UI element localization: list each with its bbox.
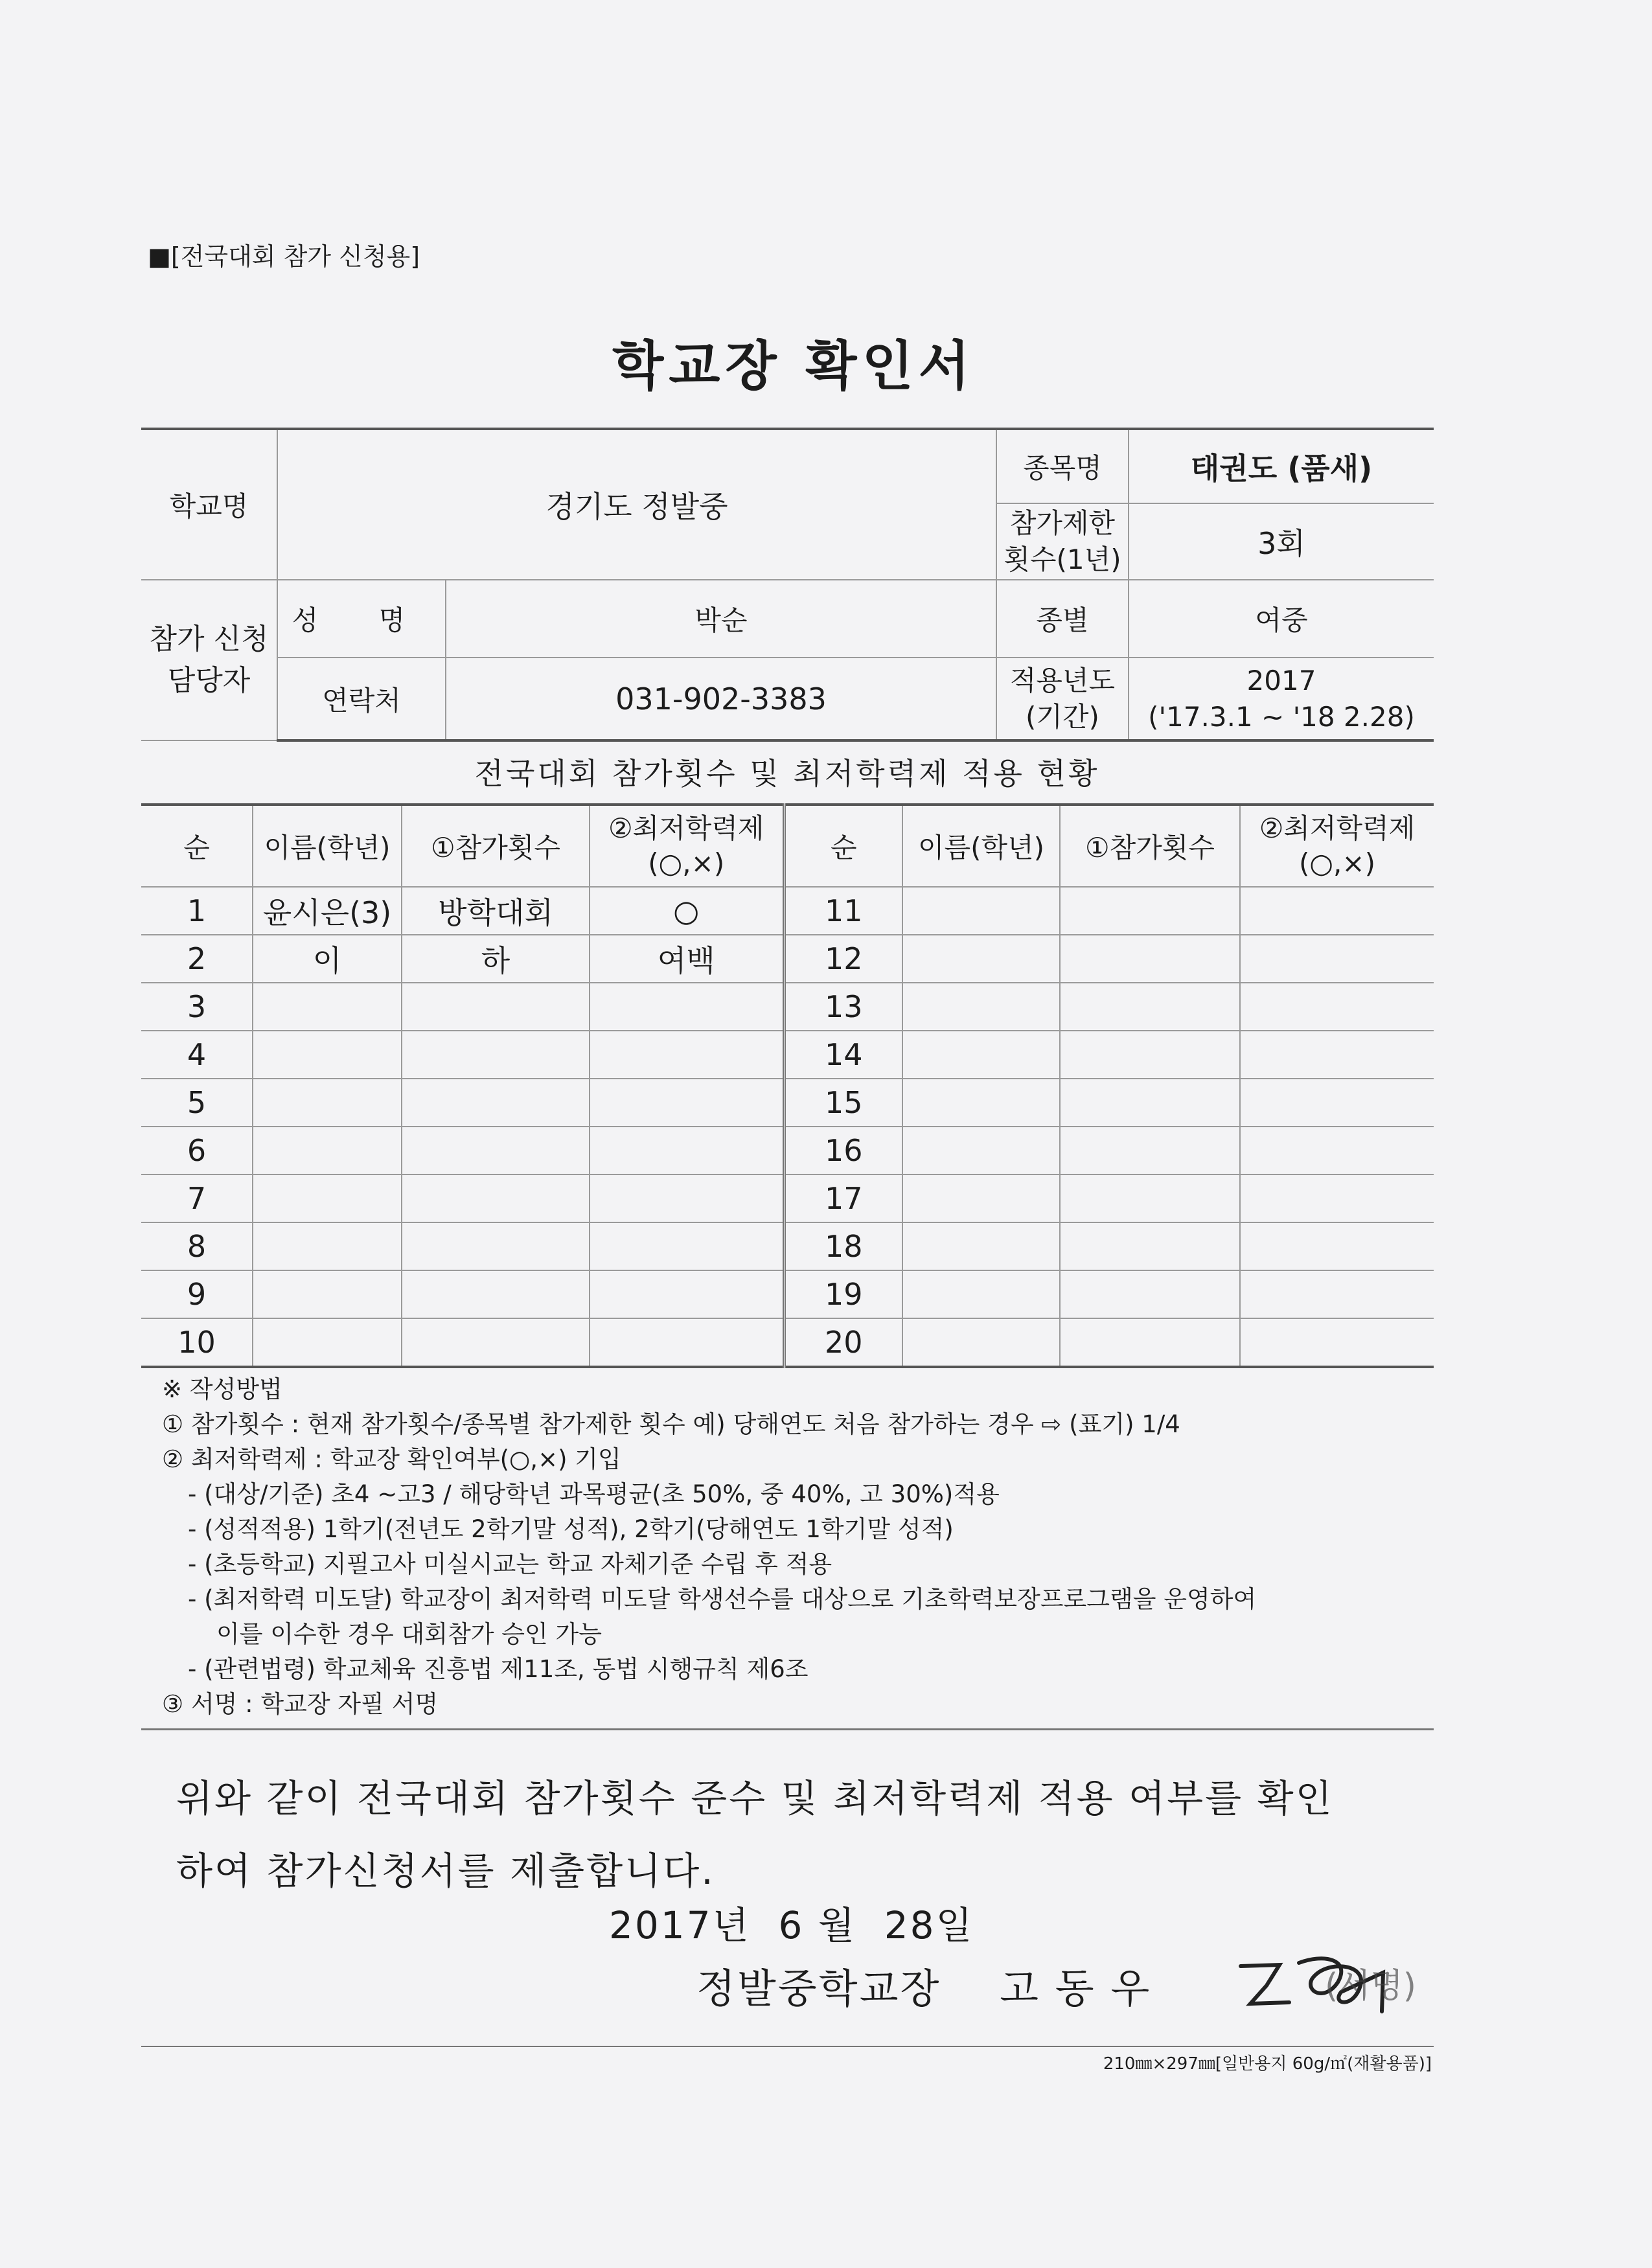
roster-header-cell: 순 [141,805,253,887]
roster-header-cell: 이름(학년) [253,805,402,887]
roster-cell [1240,983,1434,1031]
year-label: 적용년도 (기간) [996,658,1129,740]
year-value [1129,658,1434,740]
instruction-sub-3: - (초등학교) 지필고사 미실시교는 학교 자체기준 수립 후 적용 [188,1550,832,1578]
roster-cell [590,1222,784,1270]
roster-cell [1240,887,1434,935]
roster-cell [902,1222,1060,1270]
roster-row [141,1318,1434,1367]
roster-cell [1240,1079,1434,1127]
roster-cell: 12 [784,935,902,983]
roster-cell: 13 [784,983,902,1031]
divider [141,1728,1434,1730]
info-table [141,428,1434,742]
roster-cell: 17 [784,1174,902,1222]
roster-row [141,935,1434,983]
roster-cell [1060,1270,1240,1318]
roster-cell [253,1318,402,1367]
roster-cell: 10 [141,1318,253,1367]
document-title: 학교장 확인서 [612,336,975,397]
confirmation-statement [176,1762,1427,1907]
statement-line-2: 하여 참가신청서를 제출합니다. [176,1849,715,1893]
roster-cell [402,1174,590,1222]
roster-cell [1060,1079,1240,1127]
roster-cell: 윤시은(3) [253,887,402,935]
roster-cell [253,1079,402,1127]
roster-row [141,1270,1434,1318]
roster-cell: 1 [141,887,253,935]
roster-header-row [141,805,1434,887]
roster-header-cell: ①참가횟수 [1060,805,1240,887]
signature-printed-mark: (서명) [1325,1967,1417,2006]
instruction-sub-1: - (대상/기준) 초4 ~고3 / 해당학년 과목평균(초 50%, 중 40%, 고 30%)적용 [188,1480,1000,1508]
instructions [162,1372,1432,1722]
roster-cell [1240,935,1434,983]
roster-cell: ○ [590,887,784,935]
school-value: 경기도 정발중 [277,429,996,580]
category-label: 종별 [996,580,1129,658]
roster-cell [590,1031,784,1079]
roster-cell [402,983,590,1031]
roster-cell [1060,1174,1240,1222]
roster-cell [402,1318,590,1367]
roster-cell: 하 [402,935,590,983]
roster-row [141,887,1434,935]
roster-row [141,1079,1434,1127]
roster-cell: 14 [784,1031,902,1079]
roster-cell [253,1270,402,1318]
limit-value: 3회 [1129,503,1434,580]
school-label: 학교명 [141,429,277,580]
roster-cell: 방학대회 [402,887,590,935]
roster-cell: 2 [141,935,253,983]
roster-cell [1060,935,1240,983]
instruction-item-3: ③ 서명 : 학교장 자필 서명 [162,1690,439,1718]
year-value-year: 2017 [1246,664,1316,696]
contact-value: 031-902-3383 [446,658,996,740]
roster-cell [1060,1031,1240,1079]
roster-cell [402,1031,590,1079]
roster-cell [590,983,784,1031]
roster-cell: 5 [141,1079,253,1127]
roster-cell [1240,1318,1434,1367]
roster-row [141,1127,1434,1174]
roster-row [141,1174,1434,1222]
roster-cell [402,1127,590,1174]
roster-cell [590,1318,784,1367]
roster-cell [1240,1031,1434,1079]
name-value: 박순 [446,580,996,658]
roster-cell: 6 [141,1127,253,1174]
name-label: 성 명 [277,580,446,658]
roster-cell: 16 [784,1127,902,1174]
paper-spec-note: 210㎜×297㎜[일반용지 60g/㎡(재활용품)] [1103,2054,1432,2074]
roster-cell: 19 [784,1270,902,1318]
roster-cell: 여백 [590,935,784,983]
roster-cell [253,1031,402,1079]
roster-cell [902,1031,1060,1079]
roster-cell [1060,887,1240,935]
contact-label: 연락처 [277,658,446,740]
roster-cell [1240,1174,1434,1222]
instruction-sub-4-cont: 이를 이수한 경우 대회참가 승인 가능 [216,1620,602,1648]
roster-cell [590,1270,784,1318]
handwritten-signature [1228,1947,1441,2018]
roster-cell [590,1127,784,1174]
roster-cell [1240,1222,1434,1270]
category-value: 여중 [1129,580,1434,658]
roster-table [141,803,1434,1368]
roster-cell [902,887,1060,935]
roster-cell [902,1127,1060,1174]
roster-header-cell: 이름(학년) [902,805,1060,887]
roster-row [141,983,1434,1031]
limit-label: 참가제한 횟수(1년) [996,503,1129,580]
roster-cell [1060,1222,1240,1270]
year-value-period: ('17.3.1 ~ '18 2.28) [1148,700,1415,733]
roster-cell: 3 [141,983,253,1031]
roster-cell: 7 [141,1174,253,1222]
roster-header-cell: ②최저학력제 (○,×) [590,805,784,887]
roster-cell [1060,983,1240,1031]
applicant-label: 참가 신청 담당자 [141,580,277,740]
roster-cell: 4 [141,1031,253,1079]
roster-header-cell: ①참가횟수 [402,805,590,887]
roster-cell [402,1222,590,1270]
roster-cell [1240,1270,1434,1318]
issue-date: 2017년 6 월 28일 [609,1903,974,1947]
roster-cell [253,983,402,1031]
instruction-sub-4: - (최저학력 미도달) 학교장이 최저학력 미도달 학생선수를 대상으로 기초학력보장프로그램을 운영하여 [188,1585,1257,1613]
roster-row [141,1031,1434,1079]
roster-cell: 20 [784,1318,902,1367]
instruction-item-2: ② 최저학력제 : 학교장 확인여부(○,×) 기입 [162,1445,621,1473]
roster-cell [402,1079,590,1127]
roster-cell [590,1174,784,1222]
roster-cell [902,983,1060,1031]
roster-cell [590,1079,784,1127]
roster-cell [902,1270,1060,1318]
roster-cell: 8 [141,1222,253,1270]
roster-cell: 11 [784,887,902,935]
roster-header-cell: 순 [784,805,902,887]
instruction-item-1: ① 참가횟수 : 현재 참가횟수/종목별 참가제한 횟수 예) 당해연도 처음 참가하는 경우 ⇨ (표기) 1/4 [162,1410,1180,1438]
roster-cell [253,1127,402,1174]
roster-cell [1060,1127,1240,1174]
roster-cell [1060,1318,1240,1367]
roster-cell [253,1222,402,1270]
roster-cell [902,1079,1060,1127]
roster-row [141,1222,1434,1270]
roster-cell: 18 [784,1222,902,1270]
roster-cell [253,1174,402,1222]
principal-name: 정발중학교장 고 동 우 [696,1965,1152,2012]
roster-cell [1240,1127,1434,1174]
form-type-tag: ■[전국대회 참가 신청용] [148,242,420,271]
event-value: 태권도 (품새) [1129,429,1434,503]
footer-divider [141,2046,1434,2047]
instruction-sub-2: - (성적적용) 1학기(전년도 2학기말 성적), 2학기(당해연도 1학기말 성적) [188,1515,954,1543]
roster-cell: 15 [784,1079,902,1127]
roster-header-cell: ②최저학력제 (○,×) [1240,805,1434,887]
roster-cell [402,1270,590,1318]
roster-cell: 이 [253,935,402,983]
roster-cell [902,1174,1060,1222]
instructions-heading: ※ 작성방법 [162,1375,282,1403]
section-title: 전국대회 참가횟수 및 최저학력제 적용 현황 [474,756,1100,791]
instruction-sub-5: - (관련법령) 학교체육 진흥법 제11조, 동법 시행규칙 제6조 [188,1655,809,1683]
statement-line-1: 위와 같이 전국대회 참가횟수 준수 및 최저학력제 적용 여부를 확인 [176,1776,1334,1820]
roster-cell: 9 [141,1270,253,1318]
roster-cell [902,1318,1060,1367]
event-label: 종목명 [996,429,1129,503]
roster-cell [902,935,1060,983]
